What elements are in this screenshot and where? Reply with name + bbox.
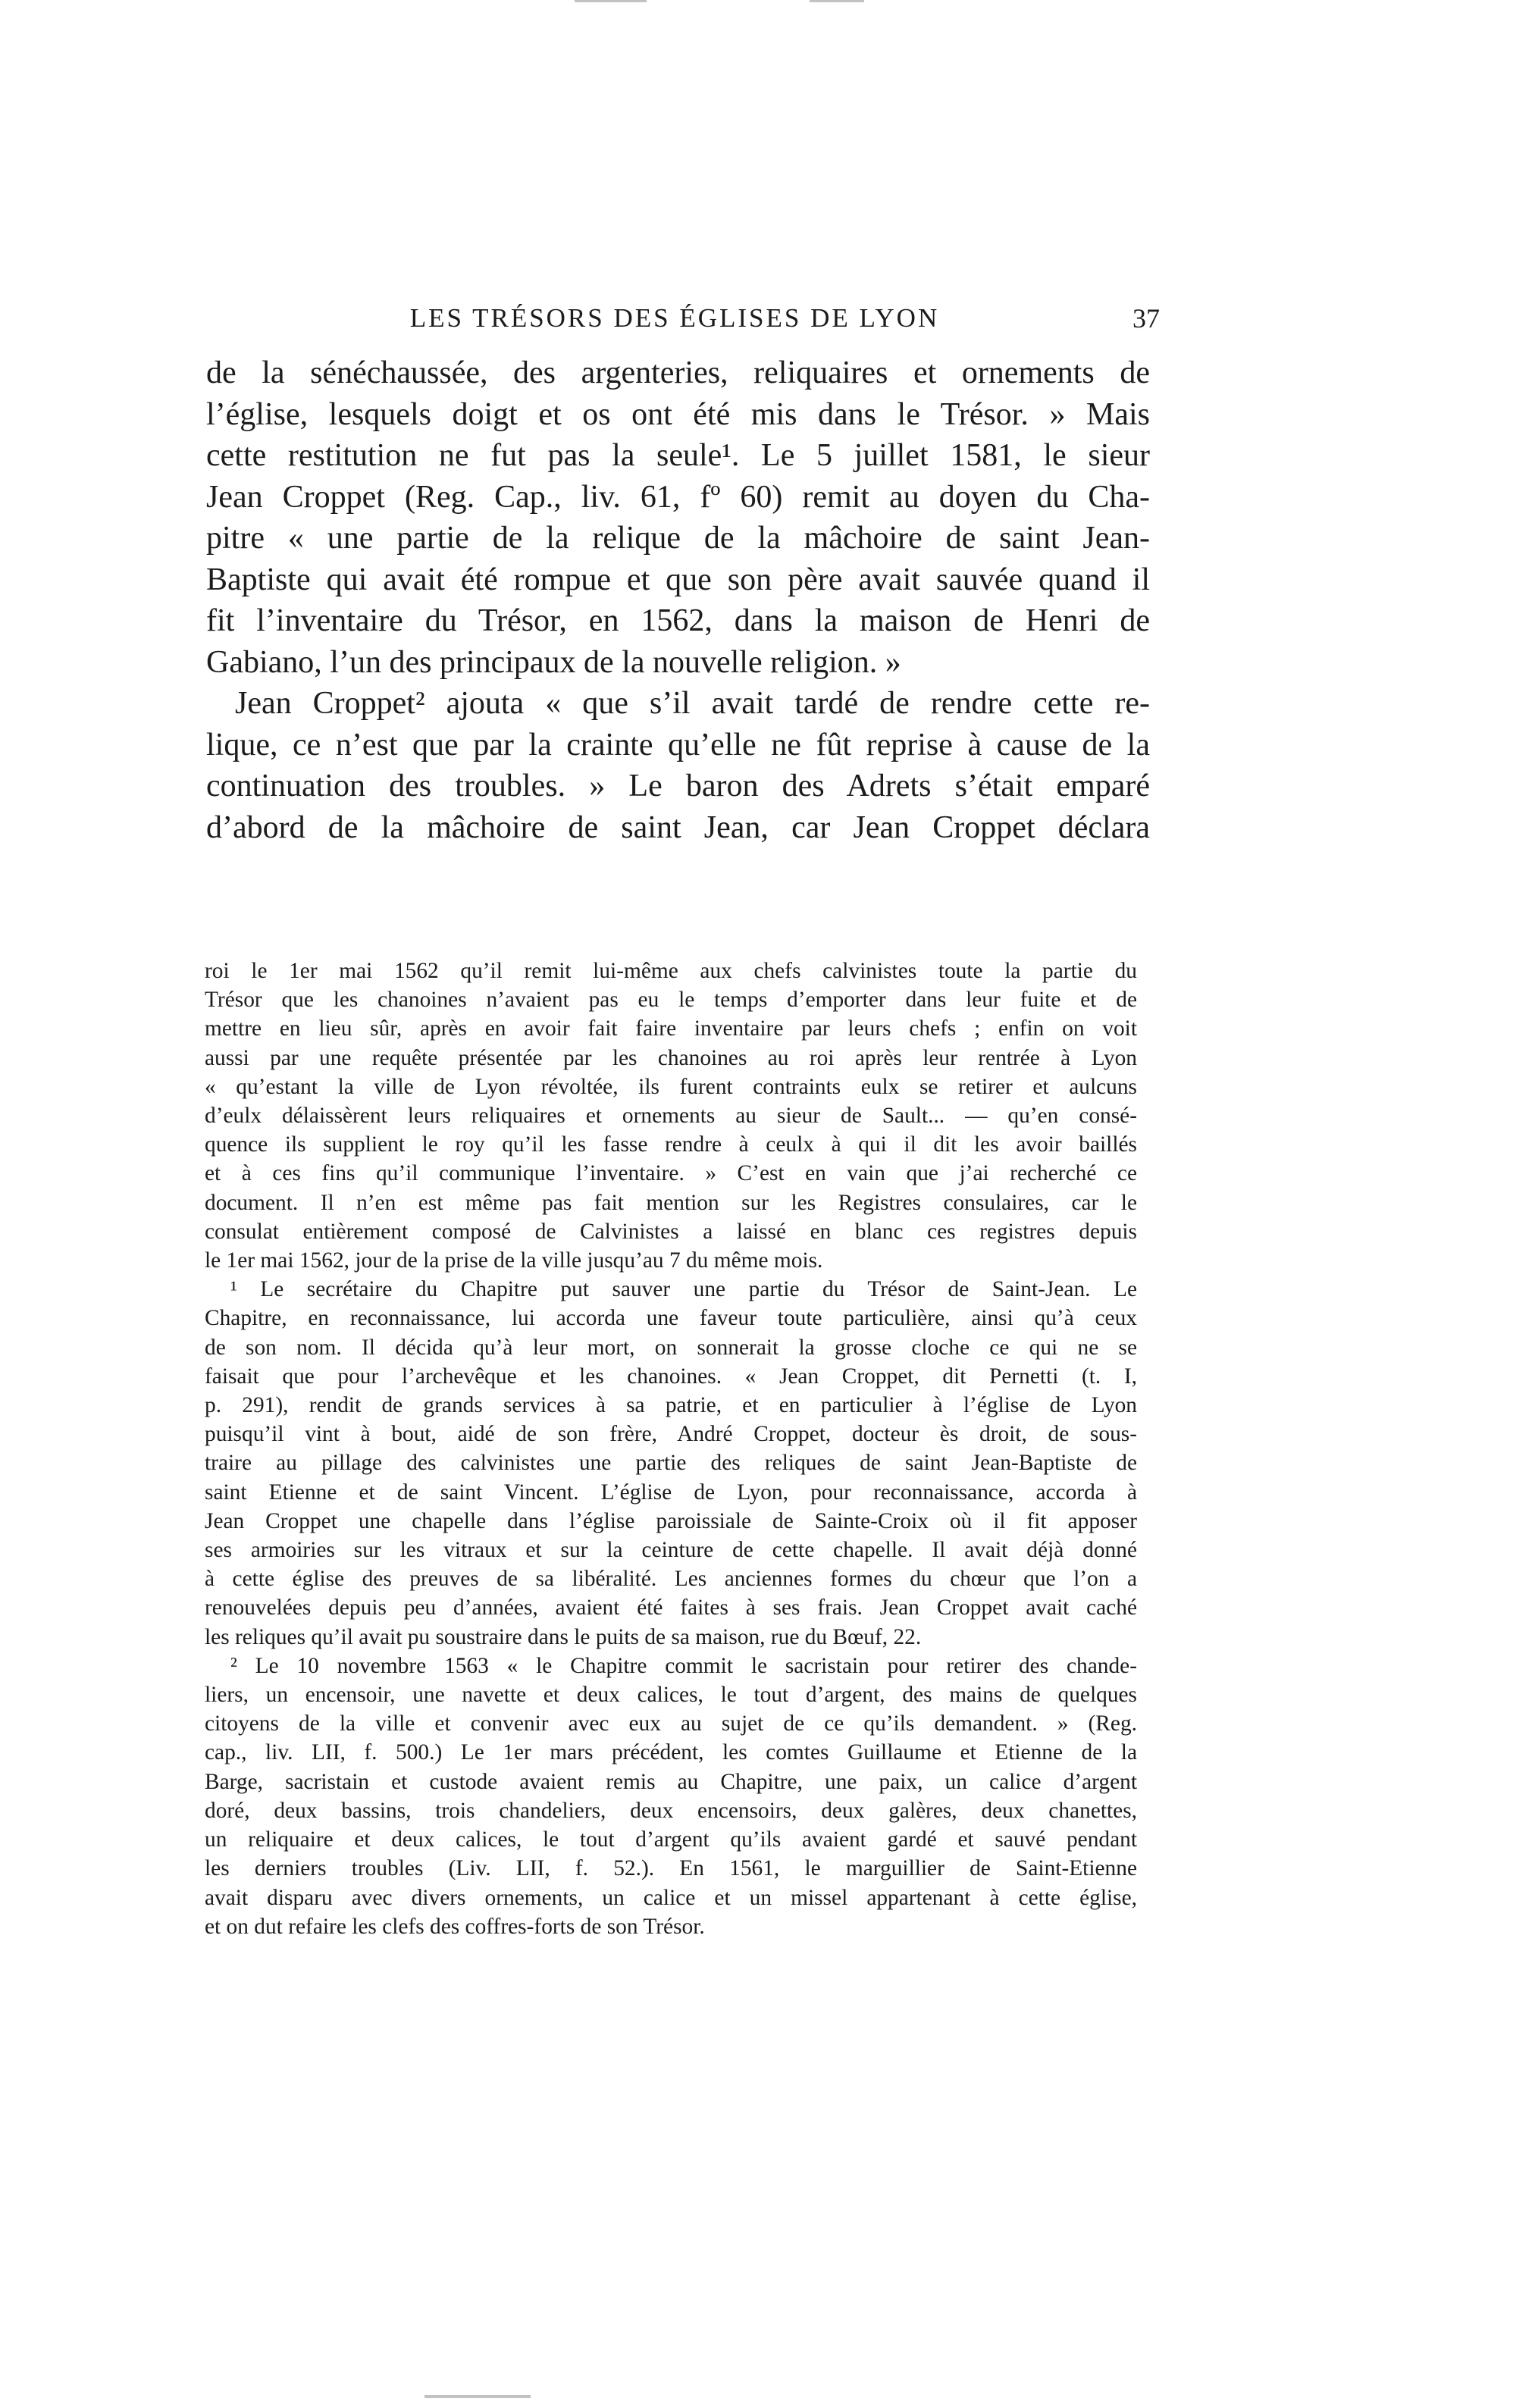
- body-line: l’église, lesquels doigt et os ont été mis dans le Trésor. » Mais: [206, 396, 1150, 432]
- body-line: d’abord de la mâchoire de saint Jean, car Jean Croppet déclara: [206, 809, 1150, 845]
- body-line: de la sénéchaussée, des argenteries, reliquaires et ornements de: [206, 355, 1150, 390]
- footnote-line: Chapitre, en reconnaissance, lui accorda une faveur toute particulière, ainsi qu’à ceux: [205, 1306, 1137, 1331]
- body-line: continuation des troubles. » Le baron des Adrets s’était emparé: [206, 769, 1150, 803]
- footnote-line: quence ils supplient le roy qu’il les fasse rendre à ceulx à qui il dit les avoir baillés: [205, 1132, 1137, 1157]
- body-line: fit l’inventaire du Trésor, en 1562, dans la maison de Henri de: [206, 603, 1150, 638]
- footnote-line: faisait que pour l’archevêque et les chanoines. « Jean Croppet, dit Pernetti (t. I,: [205, 1364, 1137, 1389]
- footnote-line: un reliquaire et deux calices, le tout d’argent qu’ils avaient gardé et sauvé pendant: [205, 1827, 1137, 1852]
- footnote-line: aussi par une requête présentée par les chanoines au roi après leur rentrée à Lyon: [205, 1045, 1137, 1070]
- body-line: lique, ce n’est que par la crainte qu’elle ne fût reprise à cause de la: [206, 727, 1150, 762]
- body-line: Jean Croppet (Reg. Cap., liv. 61, fº 60) remit au doyen du Cha-: [206, 479, 1150, 515]
- footnote-line: Trésor que les chanoines n’avaient pas eu le temps d’emporter dans leur fuite et de: [205, 988, 1137, 1013]
- footnote-line: consulat entièrement composé de Calvinistes a laissé en blanc ces registres depuis: [205, 1219, 1137, 1244]
- footnote-line: le 1er mai 1562, jour de la prise de la ville jusqu’au 7 du même mois.: [205, 1248, 823, 1273]
- footnote-line: mettre en lieu sûr, après en avoir fait faire inventaire par leurs chefs ; enfin on voit: [205, 1016, 1137, 1041]
- footnote-line: les derniers troubles (Liv. LII, f. 52.). En 1561, le marguillier de Saint-Etienne: [205, 1856, 1137, 1881]
- footnote-line: avait disparu avec divers ornements, un calice et un missel appartenant à cette église,: [205, 1885, 1137, 1910]
- footnote-line: et à ces fins qu’il communique l’inventaire. » C’est en vain que j’ai recherché ce: [205, 1161, 1137, 1186]
- body-line: Jean Croppet² ajouta « que s’il avait tardé de rendre cette re-: [235, 686, 1150, 721]
- page-number: 37: [1132, 303, 1160, 333]
- scan-artifact: [810, 0, 864, 2]
- footnote-line: ¹ Le secrétaire du Chapitre put sauver une partie du Trésor de Saint-Jean. Le: [230, 1277, 1137, 1302]
- running-title: LES TRÉSORS DES ÉGLISES DE LYON: [409, 303, 940, 333]
- footnote-line: Barge, sacristain et custode avaient remis au Chapitre, une paix, un calice d’argent: [205, 1769, 1137, 1794]
- body-text: [206, 352, 1150, 848]
- scan-artifact: [424, 2395, 531, 2398]
- body-line: pitre « une partie de la relique de la mâchoire de saint Jean-: [206, 521, 1150, 556]
- body-line: Gabiano, l’un des principaux de la nouvelle religion. »: [206, 644, 901, 680]
- body-line: cette restitution ne fut pas la seule¹. Le 5 juillet 1581, le sieur: [206, 438, 1150, 473]
- footnote-line: et on dut refaire les clefs des coffres-forts de son Trésor.: [205, 1914, 705, 1939]
- scan-artifact: [575, 0, 647, 2]
- footnote-line: les reliques qu’il avait pu soustraire dans le puits de sa maison, rue du Bœuf, 22.: [205, 1624, 922, 1649]
- footnote-line: de son nom. Il décida qu’à leur mort, on sonnerait la grosse cloche ce qui ne se: [205, 1335, 1137, 1360]
- footnote-line: d’eulx délaissèrent leurs reliquaires et ornements au sieur de Sault... — qu’en consé-: [205, 1104, 1137, 1129]
- footnote-line: doré, deux bassins, trois chandeliers, deux encensoirs, deux galères, deux chanettes,: [205, 1798, 1137, 1823]
- footnote-line: traire au pillage des calvinistes une partie des reliques de saint Jean-Baptiste de: [205, 1451, 1137, 1476]
- footnote-line: « qu’estant la ville de Lyon révoltée, ils furent contraints eulx se retirer et aulcuns: [205, 1074, 1137, 1099]
- footnote-line: puisqu’il vint à bout, aidé de son frère, André Croppet, docteur ès droit, de sous-: [205, 1422, 1137, 1447]
- footnote-line: ses armoiries sur les vitraux et sur la ceinture de cette chapelle. Il avait déjà donné: [205, 1538, 1137, 1563]
- footnote-line: p. 291), rendit de grands services à sa patrie, et en particulier à l’église de Lyon: [205, 1393, 1137, 1418]
- footnote-line: citoyens de la ville et convenir avec eux au sujet de ce qu’ils demandent. » (Reg.: [205, 1711, 1137, 1736]
- footnote-line: cap., liv. LII, f. 500.) Le 1er mars précédent, les comtes Guillaume et Etienne de la: [205, 1740, 1137, 1765]
- footnote-line: ² Le 10 novembre 1563 « le Chapitre commit le sacristain pour retirer des chande-: [230, 1653, 1137, 1678]
- footnotes: [205, 957, 1137, 1941]
- footnote-line: renouvelées depuis peu d’années, avaient été faites à ses frais. Jean Croppet avait caché: [205, 1595, 1137, 1620]
- body-line: Baptiste qui avait été rompue et que son père avait sauvée quand il: [206, 562, 1150, 597]
- footnote-line: roi le 1er mai 1562 qu’il remit lui-même aux chefs calvinistes toute la partie du: [205, 959, 1137, 983]
- footnote-line: saint Etienne et de saint Vincent. L’église de Lyon, pour reconnaissance, accorda à: [205, 1480, 1137, 1505]
- footnote-line: liers, un encensoir, une navette et deux calices, le tout d’argent, des mains de quelques: [205, 1683, 1137, 1708]
- footnote-line: Jean Croppet une chapelle dans l’église paroissiale de Sainte-Croix où il fit apposer: [205, 1508, 1137, 1533]
- footnote-line: à cette église des preuves de sa libéralité. Les anciennes formes du chœur que l’on a: [205, 1567, 1137, 1592]
- footnote-line: document. Il n’en est même pas fait mention sur les Registres consulaires, car le: [205, 1190, 1137, 1215]
